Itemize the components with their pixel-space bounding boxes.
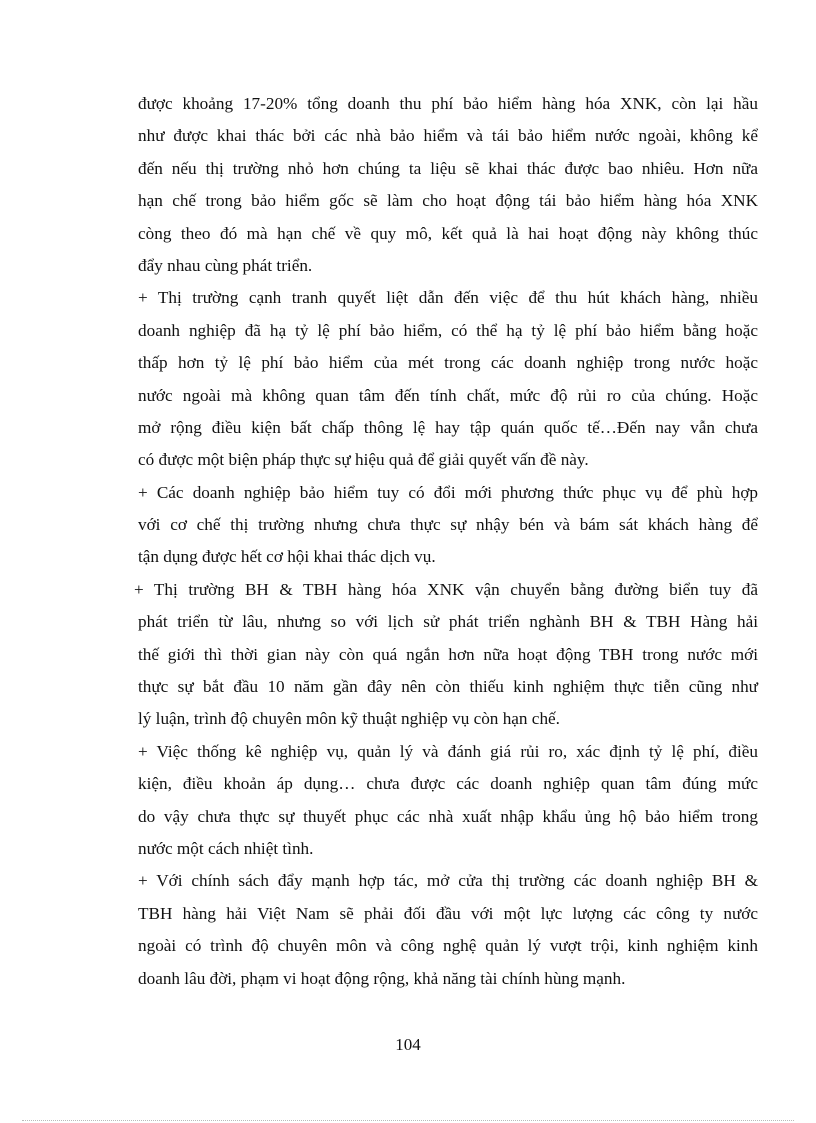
body-text	[134, 88, 758, 995]
text-line: + Với chính sách đẩy mạnh hợp tác, mở cửa thị trường các doanh nghiệp BH &	[138, 871, 758, 891]
text-line: đến nếu thị trường nhỏ hơn chúng ta liệu sẽ khai thác được bao nhiêu. Hơn nữa	[138, 158, 758, 178]
text-line: + Thị trường cạnh tranh quyết liệt dẫn đến việc để thu hút khách hàng, nhiều	[138, 288, 758, 308]
page-number: 104	[395, 1035, 421, 1054]
text-line: tận dụng được hết cơ hội khai thác dịch vụ.	[138, 547, 436, 567]
text-line: doanh nghiệp đã hạ tỷ lệ phí bảo hiểm, có thể hạ tỷ lệ phí bảo hiểm bằng hoặc	[138, 320, 758, 340]
text-line: + Các doanh nghiệp bảo hiểm tuy có đổi mới phương thức phục vụ để phù hợp	[138, 482, 758, 502]
text-line: đẩy nhau cùng phát triển.	[138, 255, 313, 275]
text-line: nước một cách nhiệt tình.	[138, 838, 314, 858]
text-line: thấp hơn tỷ lệ phí bảo hiểm của mét trong các doanh nghiệp trong nước hoặc	[138, 353, 758, 373]
text-line: doanh lâu đời, phạm vi hoạt động rộng, khả năng tài chính hùng mạnh.	[138, 968, 626, 988]
text-line: phát triển từ lâu, nhưng so với lịch sử phát triển nghành BH & TBH Hàng hải	[138, 612, 758, 632]
text-line: nước ngoài mà không quan tâm đến tính chất, mức độ rủi ro của chúng. Hoặc	[138, 385, 758, 405]
text-line: do vậy chưa thực sự thuyết phục các nhà xuất nhập khẩu ủng hộ bảo hiểm trong	[138, 806, 758, 826]
text-line: mở rộng điều kiện bất chấp thông lệ hay tập quán quốc tế…Đến nay vẫn chưa	[138, 417, 758, 437]
text-line: kiện, điều khoản áp dụng… chưa được các doanh nghiệp quan tâm đúng mức	[138, 774, 758, 794]
text-line: được khoảng 17-20% tổng doanh thu phí bảo hiểm hàng hóa XNK, còn lại hầu	[138, 94, 758, 113]
text-line: với cơ chế thị trường nhưng chưa thực sự nhậy bén và bám sát khách hàng để	[138, 515, 758, 535]
text-line: như được khai thác bởi các nhà bảo hiểm và tái bảo hiểm nước ngoài, không kể	[138, 126, 758, 146]
text-line: + Việc thống kê nghiệp vụ, quản lý và đánh giá rủi ro, xác định tỷ lệ phí, điều	[138, 741, 758, 761]
text-line: thế giới thì thời gian này còn quá ngắn hơn nữa hoạt động TBH trong nước mới	[138, 644, 758, 664]
text-line: + Thị trường BH & TBH hàng hóa XNK vận chuyển bằng đường biển tuy đã	[134, 579, 758, 599]
text-line: thực sự bắt đầu 10 năm gần đây nên còn thiếu kinh nghiệm thực tiễn cũng như	[138, 677, 758, 697]
text-line: lý luận, trình độ chuyên môn kỹ thuật nghiệp vụ còn hạn chế.	[138, 709, 560, 729]
text-line: còng theo đó mà hạn chế về quy mô, kết quả là hai hoạt động này không thúc	[138, 223, 758, 243]
page-bottom-border	[22, 1120, 794, 1121]
text-line: có được một biện pháp thực sự hiệu quả để giải quyết vấn đề này.	[138, 450, 589, 470]
text-line: ngoài có trình độ chuyên môn và công nghệ quản lý vượt trội, kinh nghiệm kinh	[138, 936, 758, 956]
text-line: TBH hàng hải Việt Nam sẽ phải đối đầu với một lực lượng các công ty nước	[138, 903, 758, 923]
text-line: hạn chế trong bảo hiểm gốc sẽ làm cho hoạt động tái bảo hiểm hàng hóa XNK	[138, 191, 758, 211]
